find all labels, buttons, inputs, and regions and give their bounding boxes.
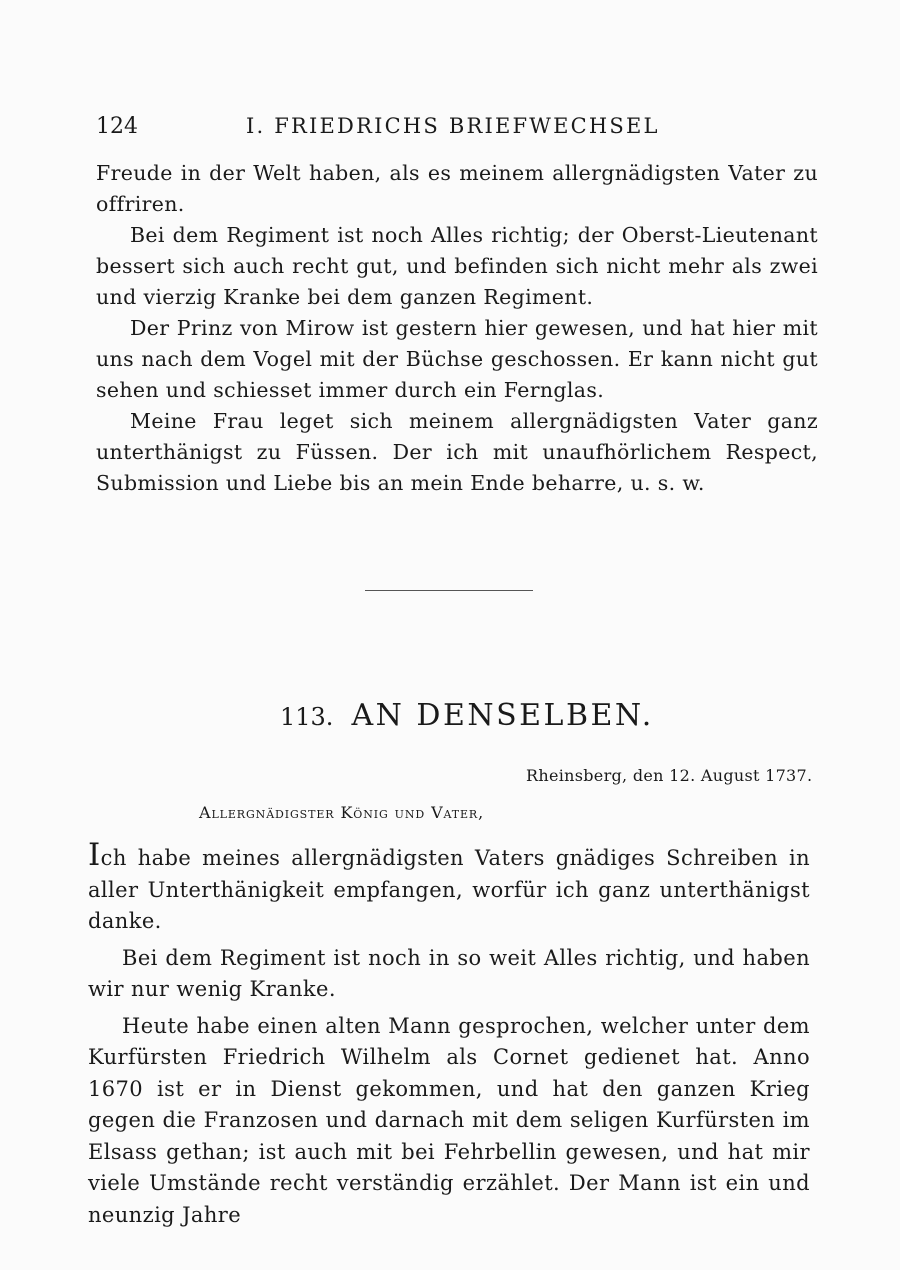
letter-title: AN DENSELBEN. <box>351 698 654 733</box>
paragraph: Meine Frau leget sich meinem allergnädigsten Vater ganz unterthänigst zu Füssen. Der ich mit unaufhörlichem Respect, Submission und Liebe bis an mein Ende beharre, u. s. w. <box>96 409 818 495</box>
dateline: Rheinsberg, den 12. August 1737. <box>526 766 813 785</box>
section-divider <box>365 590 533 591</box>
paragraph: Bei dem Regiment ist noch in so weit Alles richtig, und haben wir nur wenig Kranke. <box>88 945 810 1001</box>
running-title: I. FRIEDRICHS BRIEFWECHSEL <box>246 114 660 138</box>
letter-number: 113. <box>280 703 334 731</box>
paragraph <box>88 837 810 938</box>
paragraph: Freude in der Welt haben, als es meinem allergnädigsten Vater zu offriren. <box>96 161 818 216</box>
letter-body <box>88 837 810 1231</box>
salutation: Allergnädigster König und Vater, <box>199 803 485 822</box>
previous-letter-text <box>96 158 818 499</box>
paragraph-text: ch habe meines allergnädigsten Vaters gnädiges Schreiben in aller Unterthänigkeit empfangen, worfür ich ganz unterthänigst danke. <box>88 846 810 933</box>
paragraph: Heute habe einen alten Mann gesprochen, welcher unter dem Kurfürsten Friedrich Wilhelm als Cornet gedienet hat. Anno 1670 ist er in Dienst gekommen, und hat den ganzen Krieg gegen die Franzosen und darnach mit dem seligen Kurfürsten im Elsass gethan; ist auch mit bei Fehrbellin gewesen, und hat mir viele Umstände recht verständig erzählet. Der Mann ist ein und neunzig Jahre <box>88 1013 810 1227</box>
paragraph: Der Prinz von Mirow ist gestern hier gewesen, und hat hier mit uns nach dem Vogel mit der Büchse geschossen. Er kann nicht gut sehen und schiesset immer durch ein Fernglas. <box>96 316 818 402</box>
running-head <box>96 114 706 144</box>
initial-letter: I <box>88 837 101 873</box>
paragraph: Bei dem Regiment ist noch Alles richtig; der Oberst-Lieutenant bessert sich auch recht gut, und befinden sich nicht mehr als zwei und vierzig Kranke bei dem ganzen Regiment. <box>96 223 818 309</box>
page-number: 124 <box>96 114 138 139</box>
letter-heading <box>280 698 654 733</box>
